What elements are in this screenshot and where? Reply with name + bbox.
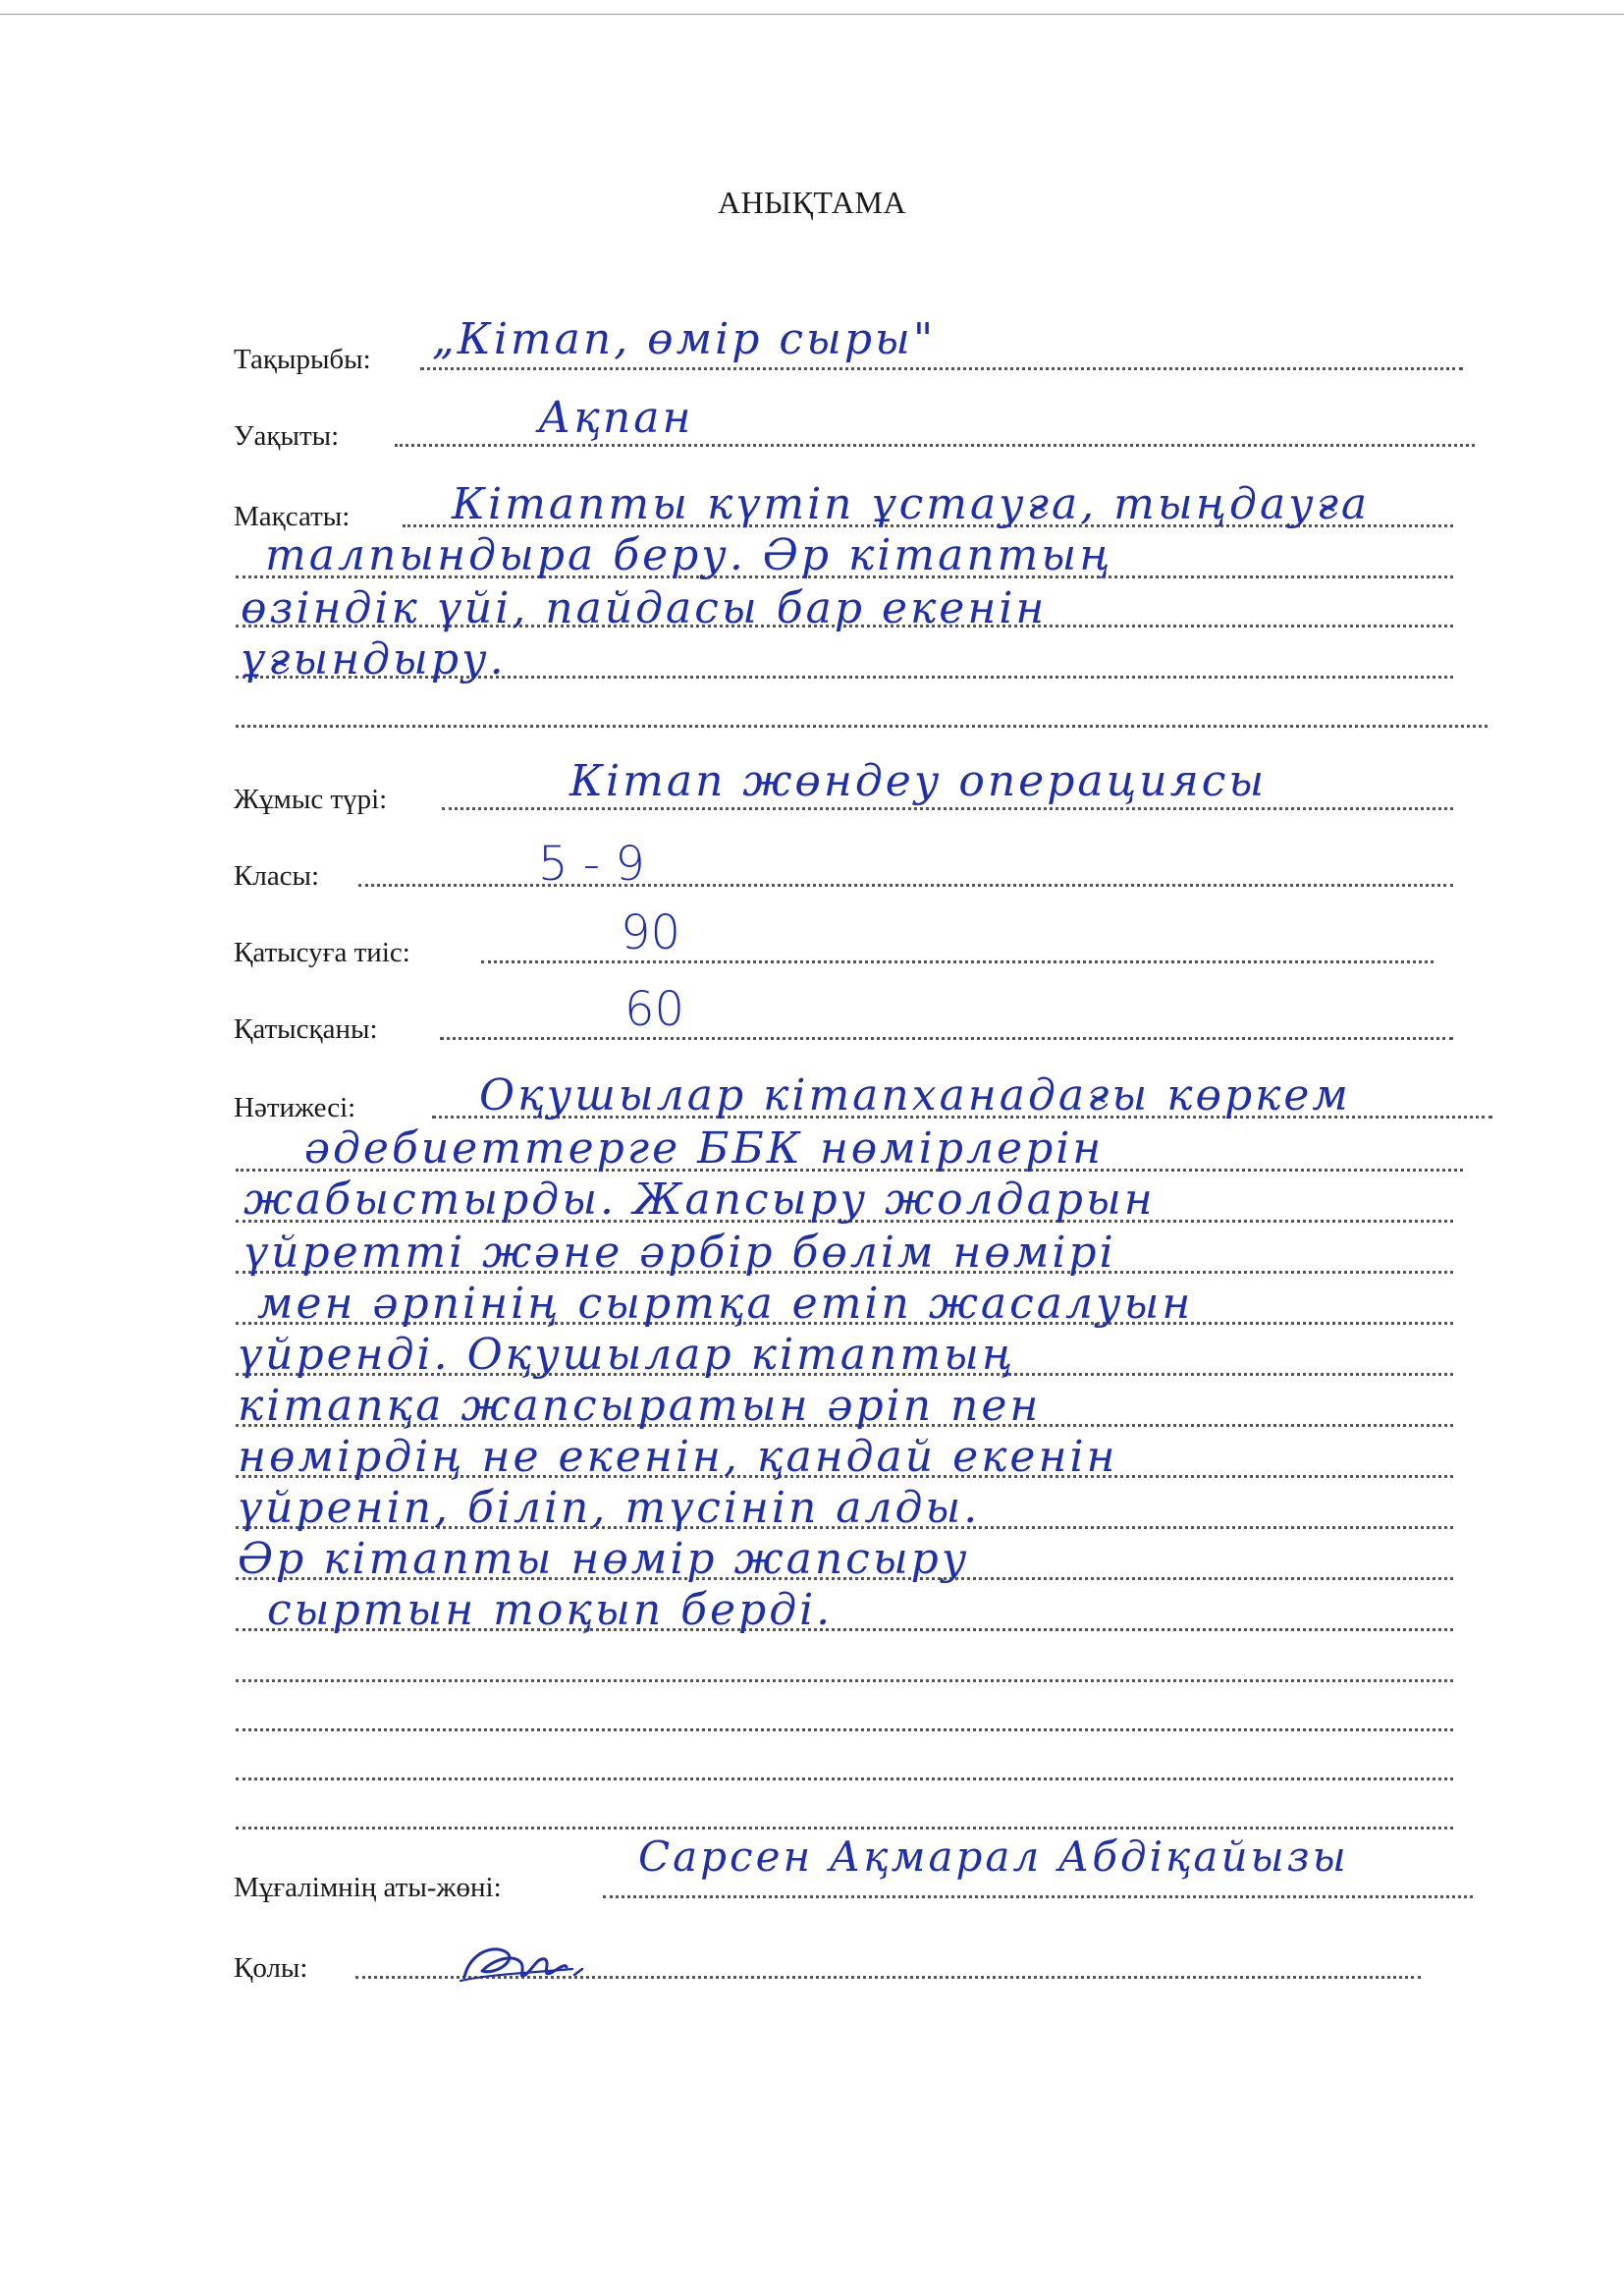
class-dotted-line <box>358 884 1453 887</box>
result-line-9: үйреніп, біліп, түсініп алды. <box>238 1483 981 1533</box>
result-dotted-line-13 <box>236 1728 1453 1731</box>
expected-value: 90 <box>621 905 681 960</box>
topic-value: „Кітап, өмір сыры" <box>432 314 937 364</box>
work-type-dotted-line <box>442 807 1453 810</box>
attended-dotted-line <box>440 1037 1453 1040</box>
result-line-2: әдебиеттерге ББК нөмірлерін <box>304 1123 1105 1174</box>
work-type-value: Кітап жөндеу операциясы <box>569 756 1268 806</box>
result-line-7: кітапқа жапсыратын әріп пен <box>238 1381 1042 1431</box>
result-line-11: сыртын тоқып берді. <box>267 1585 834 1635</box>
result-dotted-line-12 <box>236 1679 1453 1682</box>
expected-label: Қатысуға тиіс: <box>234 937 410 968</box>
attended-value: 60 <box>624 982 685 1037</box>
signature-label: Қолы: <box>234 1952 308 1984</box>
result-line-6: үйренді. Оқушылар кітаптың <box>238 1330 1016 1380</box>
attended-label: Қатысқаны: <box>234 1013 378 1045</box>
time-value: Ақпан <box>538 393 694 443</box>
result-dotted-line-14 <box>236 1777 1453 1780</box>
topic-dotted-line <box>420 367 1463 370</box>
handwritten-signature <box>457 1930 594 1998</box>
result-line-10: Әр кітапты нөмір жапсыру <box>238 1534 970 1584</box>
goal-label: Мақсаты: <box>234 501 351 532</box>
class-label: Класы: <box>234 860 320 892</box>
topic-label: Тақырыбы: <box>234 344 371 375</box>
scan-top-edge <box>0 14 1624 15</box>
result-line-5: мен әрпінің сыртқа етіп жасалуын <box>257 1279 1194 1329</box>
goal-line-2: талпындыра беру. Әр кітаптың <box>265 530 1113 580</box>
goal-dotted-line-5 <box>236 725 1488 728</box>
result-line-4: үйретті және әрбір бөлім нөмірі <box>244 1228 1116 1278</box>
teacher-label: Мұғалімнің аты-жөні: <box>234 1872 502 1903</box>
class-value: 5 - 9 <box>538 837 645 892</box>
result-dotted-line-15 <box>236 1827 1453 1830</box>
teacher-value: Сарсен Ақмарал Абдіқайызы <box>638 1832 1349 1881</box>
result-label: Нәтижесі: <box>234 1092 356 1123</box>
goal-line-4: ұғындыру. <box>241 634 507 684</box>
work-type-label: Жұмыс түрі: <box>234 784 388 815</box>
result-line-3: жабыстырды. Жапсыру жолдарын <box>244 1175 1156 1225</box>
expected-dotted-line <box>481 960 1434 963</box>
goal-line-1: Кітапты күтіп ұстауға, тыңдауға <box>452 479 1371 529</box>
time-dotted-line <box>395 444 1475 447</box>
document-title: АНЫҚТАМА <box>717 185 907 220</box>
result-line-8: нөмірдің не екенін, қандай екенін <box>238 1432 1118 1482</box>
teacher-dotted-line <box>603 1895 1473 1898</box>
result-line-1: Оқушылар кітапханадағы көркем <box>479 1070 1351 1121</box>
goal-line-3: өзіндік үйі, пайдасы бар екенін <box>241 583 1048 633</box>
time-label: Уақыты: <box>234 420 340 452</box>
